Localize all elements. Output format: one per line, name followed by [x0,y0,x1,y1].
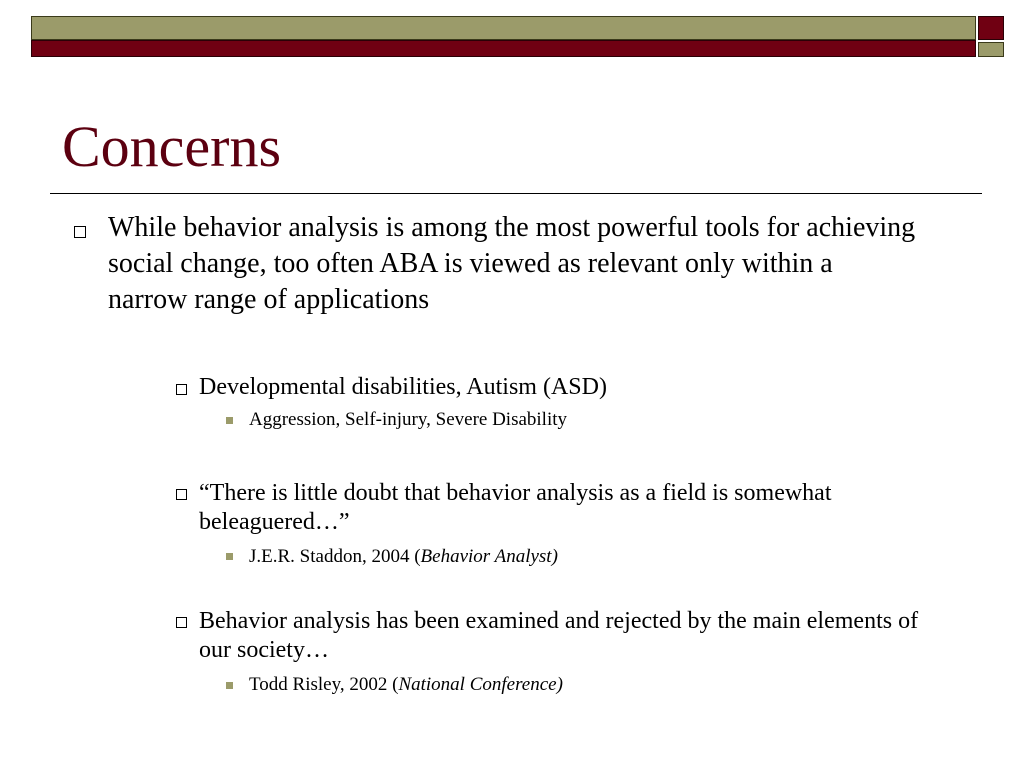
title-divider [50,193,982,194]
main-bullet-text: While behavior analysis is among the most powerful tools for achieving social change, too often ABA is viewed as relevant only within a narrow range of applications [108,212,916,315]
filled-square-bullet-icon [226,553,233,560]
detail-bullet-text [249,673,889,697]
hollow-square-bullet-icon [176,617,187,628]
citation-source: Behavior Analyst) [420,546,558,567]
hollow-square-bullet-icon [74,226,86,238]
header-square-maroon [978,16,1004,40]
hollow-square-bullet-icon [176,384,187,395]
detail-bullet-text [249,545,889,569]
citation-author: J.E.R. Staddon, 2004 ( [249,546,421,567]
citation-author: Todd Risley, 2002 ( [249,674,399,695]
header-decoration [31,16,1005,59]
detail-bullet-text: Aggression, Self-injury, Severe Disability [249,409,568,430]
header-square-olive [978,42,1004,57]
slide-title: Concerns [62,114,282,179]
sub-bullet-text: Behavior analysis has been examined and rejected by the main elements of our society… [199,608,919,663]
sub-bullet-text: Developmental disabilities, Autism (ASD) [199,374,607,400]
header-band-olive [31,16,976,40]
sub-bullet-text: “There is little doubt that behavior analysis as a field is somewhat beleaguered…” [199,480,832,535]
header-band-maroon [31,40,976,57]
filled-square-bullet-icon [226,417,233,424]
hollow-square-bullet-icon [176,489,187,500]
filled-square-bullet-icon [226,682,233,689]
citation-source: National Conference) [398,674,563,695]
